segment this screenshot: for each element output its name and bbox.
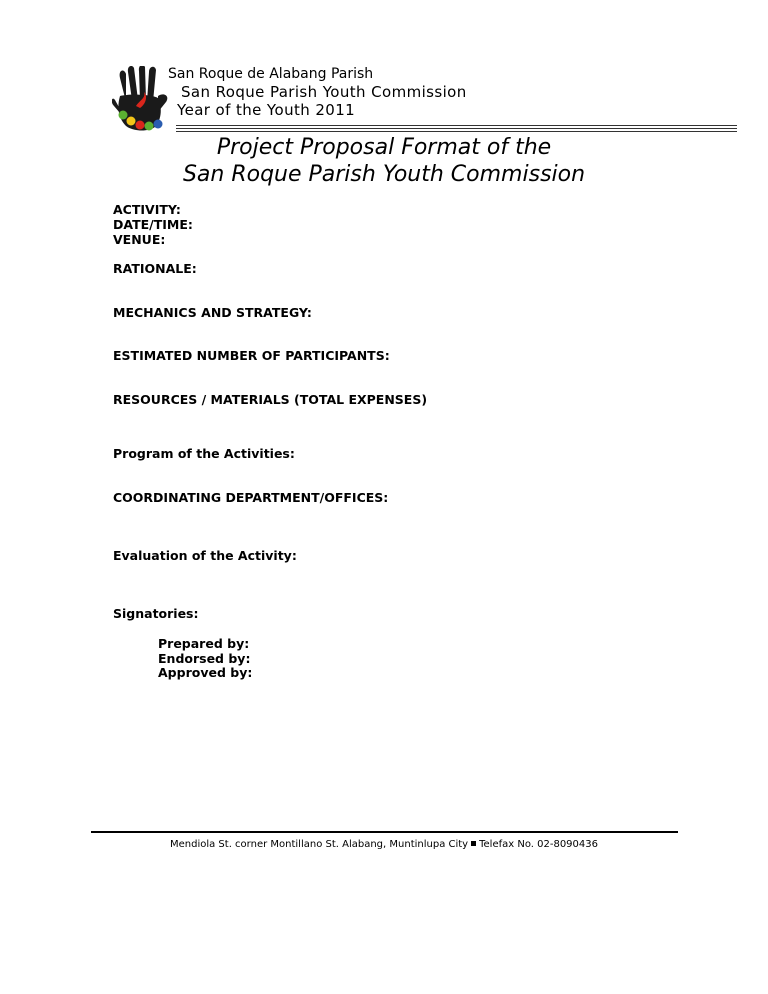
year-title: Year of the Youth 2011 (177, 101, 356, 119)
parish-name: San Roque de Alabang Parish (168, 66, 374, 82)
field-resources: RESOURCES / MATERIALS (TOTAL EXPENSES) (113, 392, 428, 407)
field-venue: VENUE: (113, 232, 166, 247)
field-activity: ACTIVITY: (113, 202, 181, 217)
footer-address: Mendiola St. corner Montillano St. Alabang, Muntinlupa City (169, 839, 469, 850)
field-evaluation: Evaluation of the Activity: (113, 548, 297, 563)
field-coordinating: COORDINATING DEPARTMENT/OFFICES: (113, 490, 389, 505)
footer-rule (91, 831, 678, 833)
signatory-prepared: Prepared by: (158, 636, 250, 651)
footer-telefax: Telefax No. 02-8090436 (479, 839, 598, 850)
field-program: Program of the Activities: (113, 446, 295, 461)
header-rule-top (176, 125, 737, 126)
page-title-line-1: Project Proposal Format of the (216, 135, 552, 160)
field-datetime: DATE/TIME: (113, 217, 193, 232)
page-title-line-2: San Roque Parish Youth Commission (182, 162, 586, 187)
field-rationale: RATIONALE: (113, 261, 197, 276)
field-participants: ESTIMATED NUMBER OF PARTICIPANTS: (113, 348, 390, 363)
header-rule-middle (176, 128, 737, 129)
square-separator-icon (471, 841, 476, 846)
parish-youth-logo-icon (112, 66, 172, 138)
signatory-approved: Approved by: (158, 665, 253, 680)
field-signatories: Signatories: (113, 606, 199, 621)
commission-name: San Roque Parish Youth Commission (181, 83, 467, 101)
footer-contact (0, 839, 768, 850)
signatory-endorsed: Endorsed by: (158, 651, 251, 666)
header-rule-bottom (176, 131, 737, 132)
field-mechanics: MECHANICS AND STRATEGY: (113, 305, 312, 320)
